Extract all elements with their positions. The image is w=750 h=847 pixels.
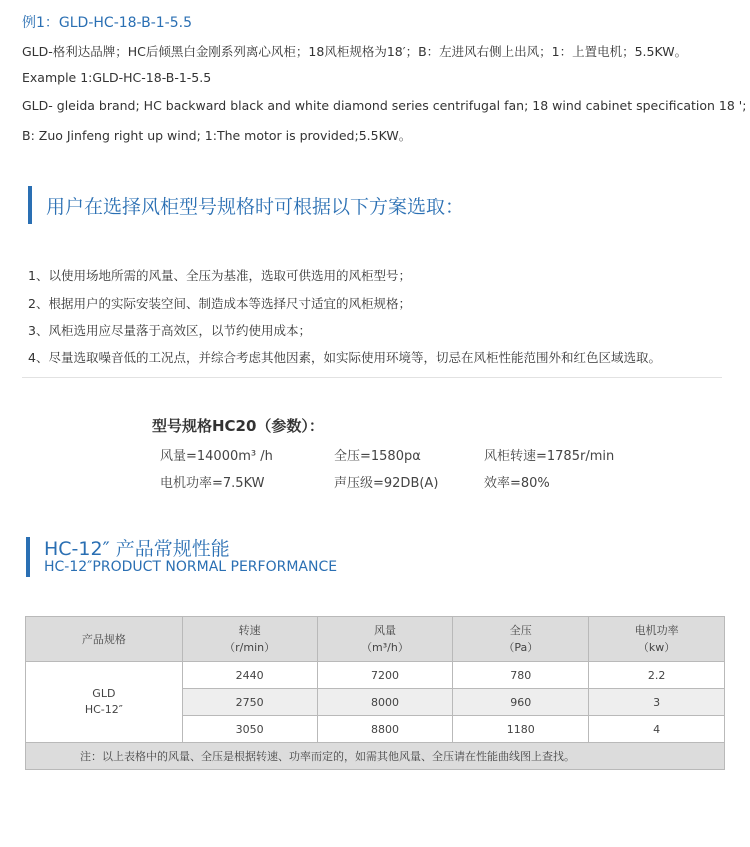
selection-step-1: 1、以使用场地所需的风量、全压为基准，选取可供选用的风柜型号； <box>28 268 411 283</box>
example-title: 例1：GLD-HC-18-B-1-5.5 <box>22 15 192 31</box>
selection-section-title: 用户在选择风柜型号规格时可根据以下方案选取： <box>46 196 465 218</box>
model-cell: GLD HC-12″ <box>26 662 183 743</box>
example-en-description-2: B: Zuo Jinfeng right up wind; 1:The motor is provided;5.5KW。 <box>22 128 412 143</box>
example-en-title: Example 1:GLD-HC-18-B-1-5.5 <box>22 70 212 85</box>
table-row <box>26 662 725 689</box>
header-model: 产品规格 <box>26 617 183 662</box>
cell-pressure: 960 <box>453 689 589 716</box>
cell-speed: 2750 <box>182 689 317 716</box>
selection-step-3: 3、风柜选用应尽量落于高效区，以节约使用成本； <box>28 323 311 338</box>
cell-power: 2.2 <box>589 662 725 689</box>
table-note-row <box>26 743 725 770</box>
selection-step-2: 2、根据用户的实际安装空间、制造成本等选择尺寸适宜的风柜规格； <box>28 296 411 311</box>
cell-speed: 2440 <box>182 662 317 689</box>
table-note: 注：以上表格中的风量、全压是根据转速、功率而定的，如需其他风量、全压请在性能曲线图上查找。 <box>26 743 725 770</box>
cell-pressure: 780 <box>453 662 589 689</box>
example-cn-description: GLD-格利达品牌；HC后倾黑白金刚系列离心风柜；18风柜规格为18′；B：左进风右侧上出风；1：上置电机；5.5KW。 <box>22 44 688 59</box>
param-airflow: 风量=14000m³ /h <box>160 449 273 464</box>
header-power: 电机功率 （kw） <box>589 617 725 662</box>
param-noise: 声压级=92DB(A) <box>334 476 439 491</box>
header-speed: 转速 （r/min） <box>182 617 317 662</box>
product-subtitle: HC-12″PRODUCT NORMAL PERFORMANCE <box>44 559 338 575</box>
param-power: 电机功率=7.5KW <box>160 476 265 491</box>
product-title: HC-12″ 产品常规性能 <box>44 538 230 560</box>
section-accent-bar <box>28 186 32 224</box>
cell-speed: 3050 <box>182 716 317 743</box>
header-airflow: 风量 （m³/h） <box>317 617 453 662</box>
param-speed: 风柜转速=1785r/min <box>484 449 615 464</box>
header-pressure: 全压 （Pa） <box>453 617 589 662</box>
cell-power: 3 <box>589 689 725 716</box>
example-en-description-1: GLD- gleida brand; HC backward black and white diamond series centrifugal fan; 18 wind cabinet specification 18 '; <box>22 98 747 113</box>
performance-table <box>25 616 725 770</box>
params-title: 型号规格HC20（参数）： <box>152 417 324 435</box>
param-efficiency: 效率=80% <box>484 476 550 491</box>
cell-airflow: 8000 <box>317 689 453 716</box>
product-accent-bar <box>26 537 30 577</box>
param-pressure: 全压=1580pα <box>334 449 421 464</box>
cell-power: 4 <box>589 716 725 743</box>
selection-step-4: 4、尽量选取噪音低的工况点，并综合考虑其他因素，如实际使用环境等，切忌在风柜性能范围外和红色区域选取。 <box>28 350 661 365</box>
cell-pressure: 1180 <box>453 716 589 743</box>
section-divider <box>22 377 722 378</box>
cell-airflow: 7200 <box>317 662 453 689</box>
cell-airflow: 8800 <box>317 716 453 743</box>
table-header-row <box>26 617 725 662</box>
